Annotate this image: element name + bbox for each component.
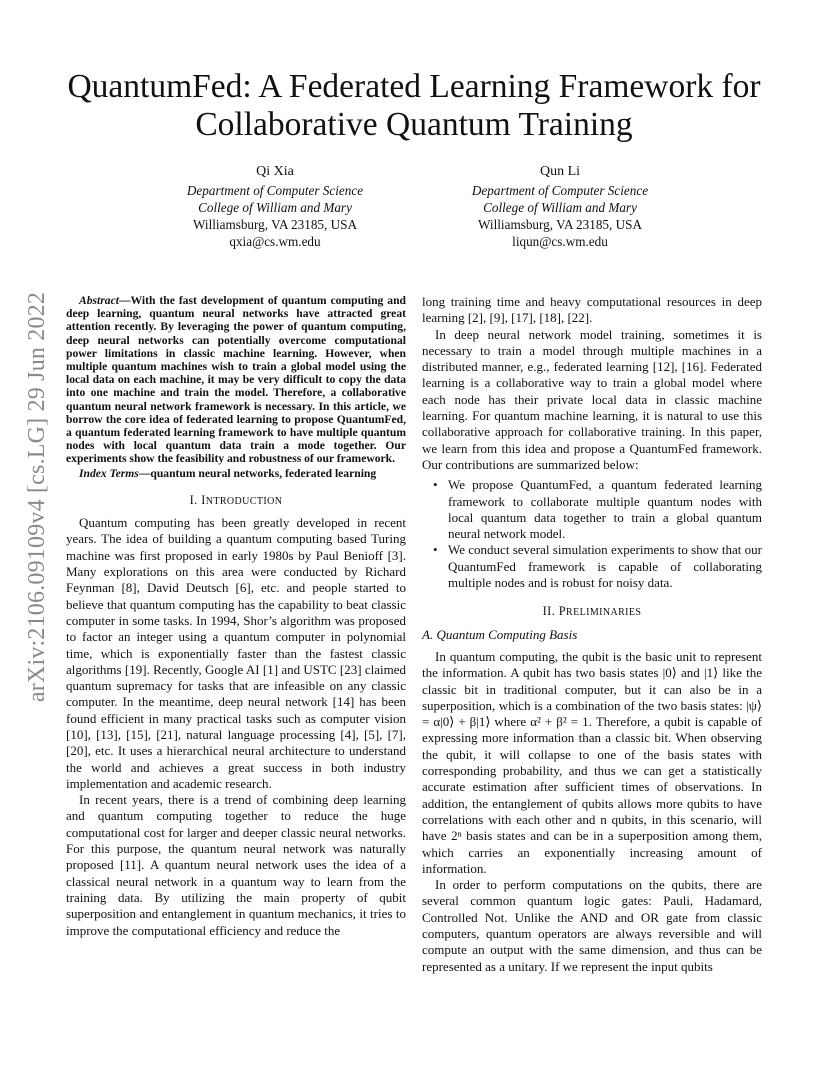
continued-paragraph: long training time and heavy computational resources in deep learning [2], [9], [17], [18], [22].: [422, 294, 762, 326]
section-initial: I: [201, 492, 206, 507]
author-email[interactable]: liqun@cs.wm.edu: [512, 234, 608, 249]
intro-paragraph-2: In recent years, there is a trend of combining deep learning and quantum computing together to reduce the huge computational cost for larger and deeper classic neural networks. For this purpose, the quantum neural network was naturally proposed [11]. A quantum neural network uses the idea of a classical neural network in a quantum way to learn from the training data. By utilizing the main property of qubit superposition and entanglement in quantum mechanics, it tries to improve the computational efficiency and reduce the: [66, 792, 406, 938]
section-initial: P: [558, 604, 566, 619]
author-name: Qi Xia: [256, 164, 294, 179]
index-terms: [66, 467, 406, 480]
index-terms-label: Index Terms: [79, 466, 139, 480]
arxiv-side-stamp: [22, 292, 52, 702]
title-line-2: Collaborative Quantum Training: [195, 106, 633, 143]
abstract-text: —With the fast development of quantum computing and deep learning, quantum neural networks have attracted great attention recently. By leveraging the power of quantum computing, deep neural networks can potentially overcome computational power limitations in classic machine learning. However, when multiple quantum machines wish to train a global model using the local data on each machine, it may be very difficult to copy the data into one machine and train the model. Therefore, a collaborative quantum neural network framework is necessary. In this article, we borrow the core idea of federated learning to propose QuantumFed, a quantum federated learning framework to have multiple quantum nodes with local quantum data train a mode together. Our experiments show the feasibility and robustness of our framework.: [66, 294, 406, 466]
section-heading-introduction: [66, 492, 406, 510]
index-terms-text: —quantum neural networks, federated learning: [138, 466, 377, 480]
contributions-list: [422, 477, 762, 591]
author-address: Williamsburg, VA 23185, USA: [478, 217, 642, 232]
abstract-label: Abstract: [79, 294, 119, 307]
author-address: Williamsburg, VA 23185, USA: [193, 217, 357, 232]
left-column: [66, 294, 406, 939]
section-heading-preliminaries: [422, 603, 762, 621]
abstract: [66, 294, 406, 466]
qubit-paragraph: In quantum computing, the qubit is the basic unit to represent the information. A qubit has two basis states |0⟩ and |1⟩ like the classic bit in traditional computer, but it can also be in a superposition, which is a combination of the two basis states: |ψ⟩ = α|0⟩ + β|1⟩ where α² + β² = 1. Therefore, a qubit is capable of expressing more information than a classic bit. When observing the qubit, it will collapse to one of the basis states with corresponding probability, and thus we can get a statistically accurate estimation after sufficient times of observations. In addition, the entanglement of qubits allows more qubits to have correlations with each other and n qubits, in this scenario, will have 2ⁿ basis states and can be in a superposition among them, which carries an exponentially increasing amount of information.: [422, 648, 762, 876]
author-name: Qun Li: [539, 164, 581, 179]
federated-paragraph: In deep neural network model training, sometimes it is necessary to train a model through multiple machines in a distributed manner, e.g., federated learning [12], [16]. Federated learning is a collaborative way to train a global model where each node has their private local data in classic machine learning. For quantum machine learning, it is natural to use this collaborative approach for collaborative training. In this paper, we learn from this idea and propose a QuantumFed framework. Our contributions are summarized below:: [422, 326, 762, 472]
intro-paragraph-1: Quantum computing has been greatly developed in recent years. The idea of building a quantum computing based Turing machine was first proposed in early 1980s by Paul Benioff [3]. Many explorations on this area were conducted by Richard Feynman [8], David Deutsch [6], etc. and people started to believe that quantum computing has the capability to beat classic computer in some tasks. In 1994, Shor’s algorithm was proposed to factor an integer using a quantum computer in polynomial time, which is exponentially faster than the fastest classic algorithms [19]. Recently, Google AI [1] and USTC [23] claimed quantum supremacy for tasks that are infeasible on any classic computer. In the meantime, deep neural network [14] has been found efficient in many practical tasks such as computer vision [10], [13], [15], [21], natural language processing [4], [5], [7], [20], etc. It uses a hierarchical neural architecture to understand the world and achieves a great success in both industry implementation and academic research.: [66, 515, 406, 791]
title-line-1: QuantumFed: A Federated Learning Framework for: [67, 68, 761, 105]
list-item: • We conduct several simulation experiments to show that our QuantumFed framework is capable of collaborating multiple nodes and is robust for noisy data.: [422, 542, 762, 591]
author-college: College of William and Mary: [483, 200, 637, 215]
subsection-heading: A. Quantum Computing Basis: [422, 626, 578, 642]
author-email[interactable]: qxia@cs.wm.edu: [229, 234, 321, 249]
author-college: College of William and Mary: [198, 200, 352, 215]
list-item: • We propose QuantumFed, a quantum federated learning framework to collaborate multiple quantum nodes with local quantum data together to train a global quantum neural network model.: [422, 477, 762, 542]
section-rest: NTRODUCTION: [205, 495, 283, 507]
author-department: Department of Computer Science: [186, 183, 364, 198]
right-column: [422, 294, 762, 975]
section-number: I.: [189, 492, 202, 507]
section-rest: RELIMINARIES: [566, 607, 642, 619]
paper-title: [40, 68, 788, 144]
arxiv-id-text[interactable]: arXiv:2106.09109v4 [cs.LG] 29 Jun 2022: [24, 291, 50, 703]
author-block-1: [125, 163, 425, 250]
author-block-2: [410, 163, 710, 250]
author-department: Department of Computer Science: [471, 183, 649, 198]
section-number: II.: [542, 604, 559, 619]
gates-paragraph: In order to perform computations on the qubits, there are several common quantum logic gates: Pauli, Hadamard, Controlled Not. Unlike the AND and OR gate from classic computers, quantum operators are always reversible and will compute an output with the same dimension, and thus can be represented as a unitary. If we represent the input qubits: [422, 877, 762, 974]
